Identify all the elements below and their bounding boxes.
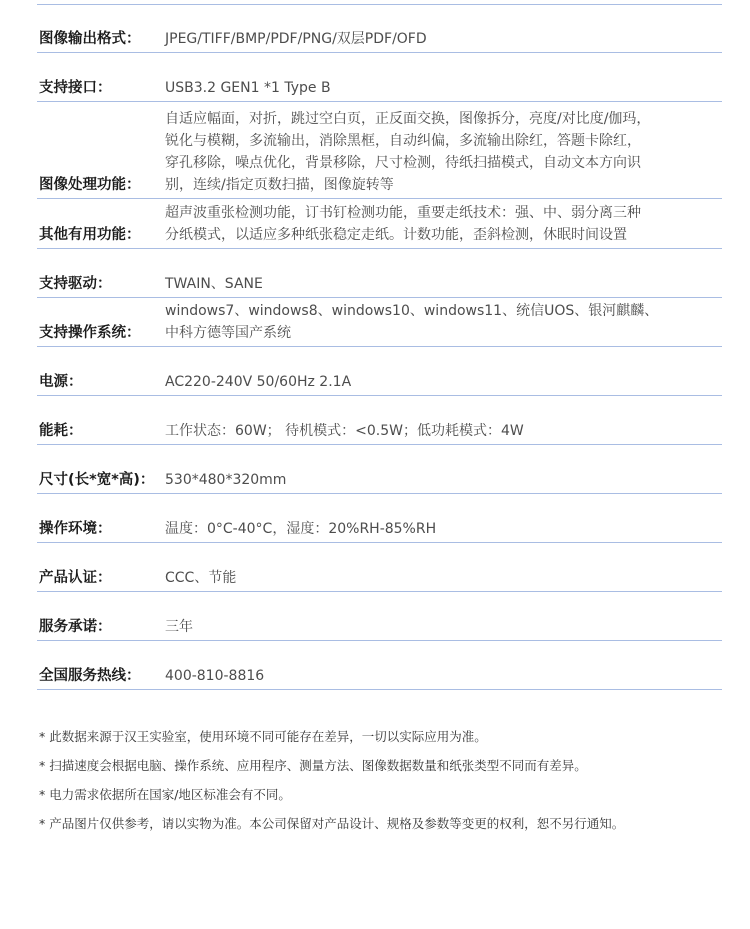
spec-label: 能耗： — [39, 423, 83, 439]
spec-value: AC220-240V 50/60Hz 2.1A — [165, 374, 352, 390]
spec-value: 自适应幅面，对折，跳过空白页，正反面交换，图像拆分，亮度/对比度/伽玛， 锐化与模糊，多流输出，消除黑框，自动纠偏，多流输出除红，答题卡除红， 穿孔移除，噪点优化，背景移除，尺寸检测，待纸扫描模式，自动文本方向识 别，连续/指定页数扫描，图像旋转等 — [165, 111, 651, 193]
spec-value: TWAIN、SANE — [165, 276, 263, 292]
spec-value: CCC、节能 — [165, 570, 237, 586]
spec-label: 操作环境： — [39, 521, 112, 537]
spec-label: 产品认证： — [39, 570, 112, 586]
spec-row-dimensions — [37, 445, 722, 494]
spec-value: 530*480*320mm — [165, 472, 287, 488]
spec-row-other-features — [37, 199, 722, 249]
spec-value: 400-810-8816 — [165, 668, 265, 684]
spec-value: windows7、windows8、windows10、windows11、统信UOS、银河麒麟、 中科方德等国产系统 — [165, 303, 659, 341]
spec-row-power — [37, 347, 722, 396]
spec-row-interface — [37, 53, 722, 102]
spec-row-certification — [37, 543, 722, 592]
spec-label: 全国服务热线： — [39, 668, 141, 684]
footnote: * 产品图片仅供参考，请以实物为准。本公司保留对产品设计、规格及参数等变更的权利，恕不另行通知。 — [39, 816, 625, 831]
footnote: * 电力需求依据所在国家/地区标准会有不同。 — [39, 787, 291, 802]
spec-label: 图像输出格式： — [39, 31, 141, 47]
spec-table — [37, 0, 722, 690]
spec-value: JPEG/TIFF/BMP/PDF/PNG/双层PDF/OFD — [165, 31, 427, 47]
spec-row-drivers — [37, 249, 722, 298]
spec-label: 支持操作系统： — [39, 325, 141, 341]
spec-row-os — [37, 298, 722, 347]
spec-label: 电源： — [39, 374, 83, 390]
spec-label: 图像处理功能： — [39, 177, 141, 193]
spec-label: 其他有用功能： — [39, 227, 141, 243]
spec-label: 尺寸(长*宽*高)： — [39, 472, 155, 488]
spec-value: 超声波重张检测功能，订书钉检测功能，重要走纸技术：强、中、弱分离三种 分纸模式，以适应多种纸张稳定走纸。计数功能，歪斜检测，休眠时间设置 — [165, 205, 641, 243]
spec-value: 工作状态：60W； 待机模式：<0.5W；低功耗模式：4W — [165, 423, 524, 439]
spec-label: 服务承诺： — [39, 619, 112, 635]
spec-value: 温度：0°C-40°C，湿度：20%RH-85%RH — [165, 521, 437, 537]
spec-value: USB3.2 GEN1 *1 Type B — [165, 80, 331, 96]
spec-label: 支持驱动： — [39, 276, 112, 292]
spec-row-environment — [37, 494, 722, 543]
spec-row-hotline — [37, 641, 722, 690]
spec-row-power-consumption — [37, 396, 722, 445]
spec-row-service — [37, 592, 722, 641]
footnote: * 此数据来源于汉王实验室，使用环境不同可能存在差异，一切以实际应用为准。 — [39, 729, 487, 744]
spec-value: 三年 — [165, 619, 193, 635]
spec-row-image-processing — [37, 102, 722, 199]
spec-row-output-format — [37, 5, 722, 53]
spec-label: 支持接口： — [39, 80, 112, 96]
footnote: * 扫描速度会根据电脑、操作系统、应用程序、测量方法、图像数据数量和纸张类型不同而有差异。 — [39, 758, 587, 773]
footnotes — [39, 726, 729, 842]
